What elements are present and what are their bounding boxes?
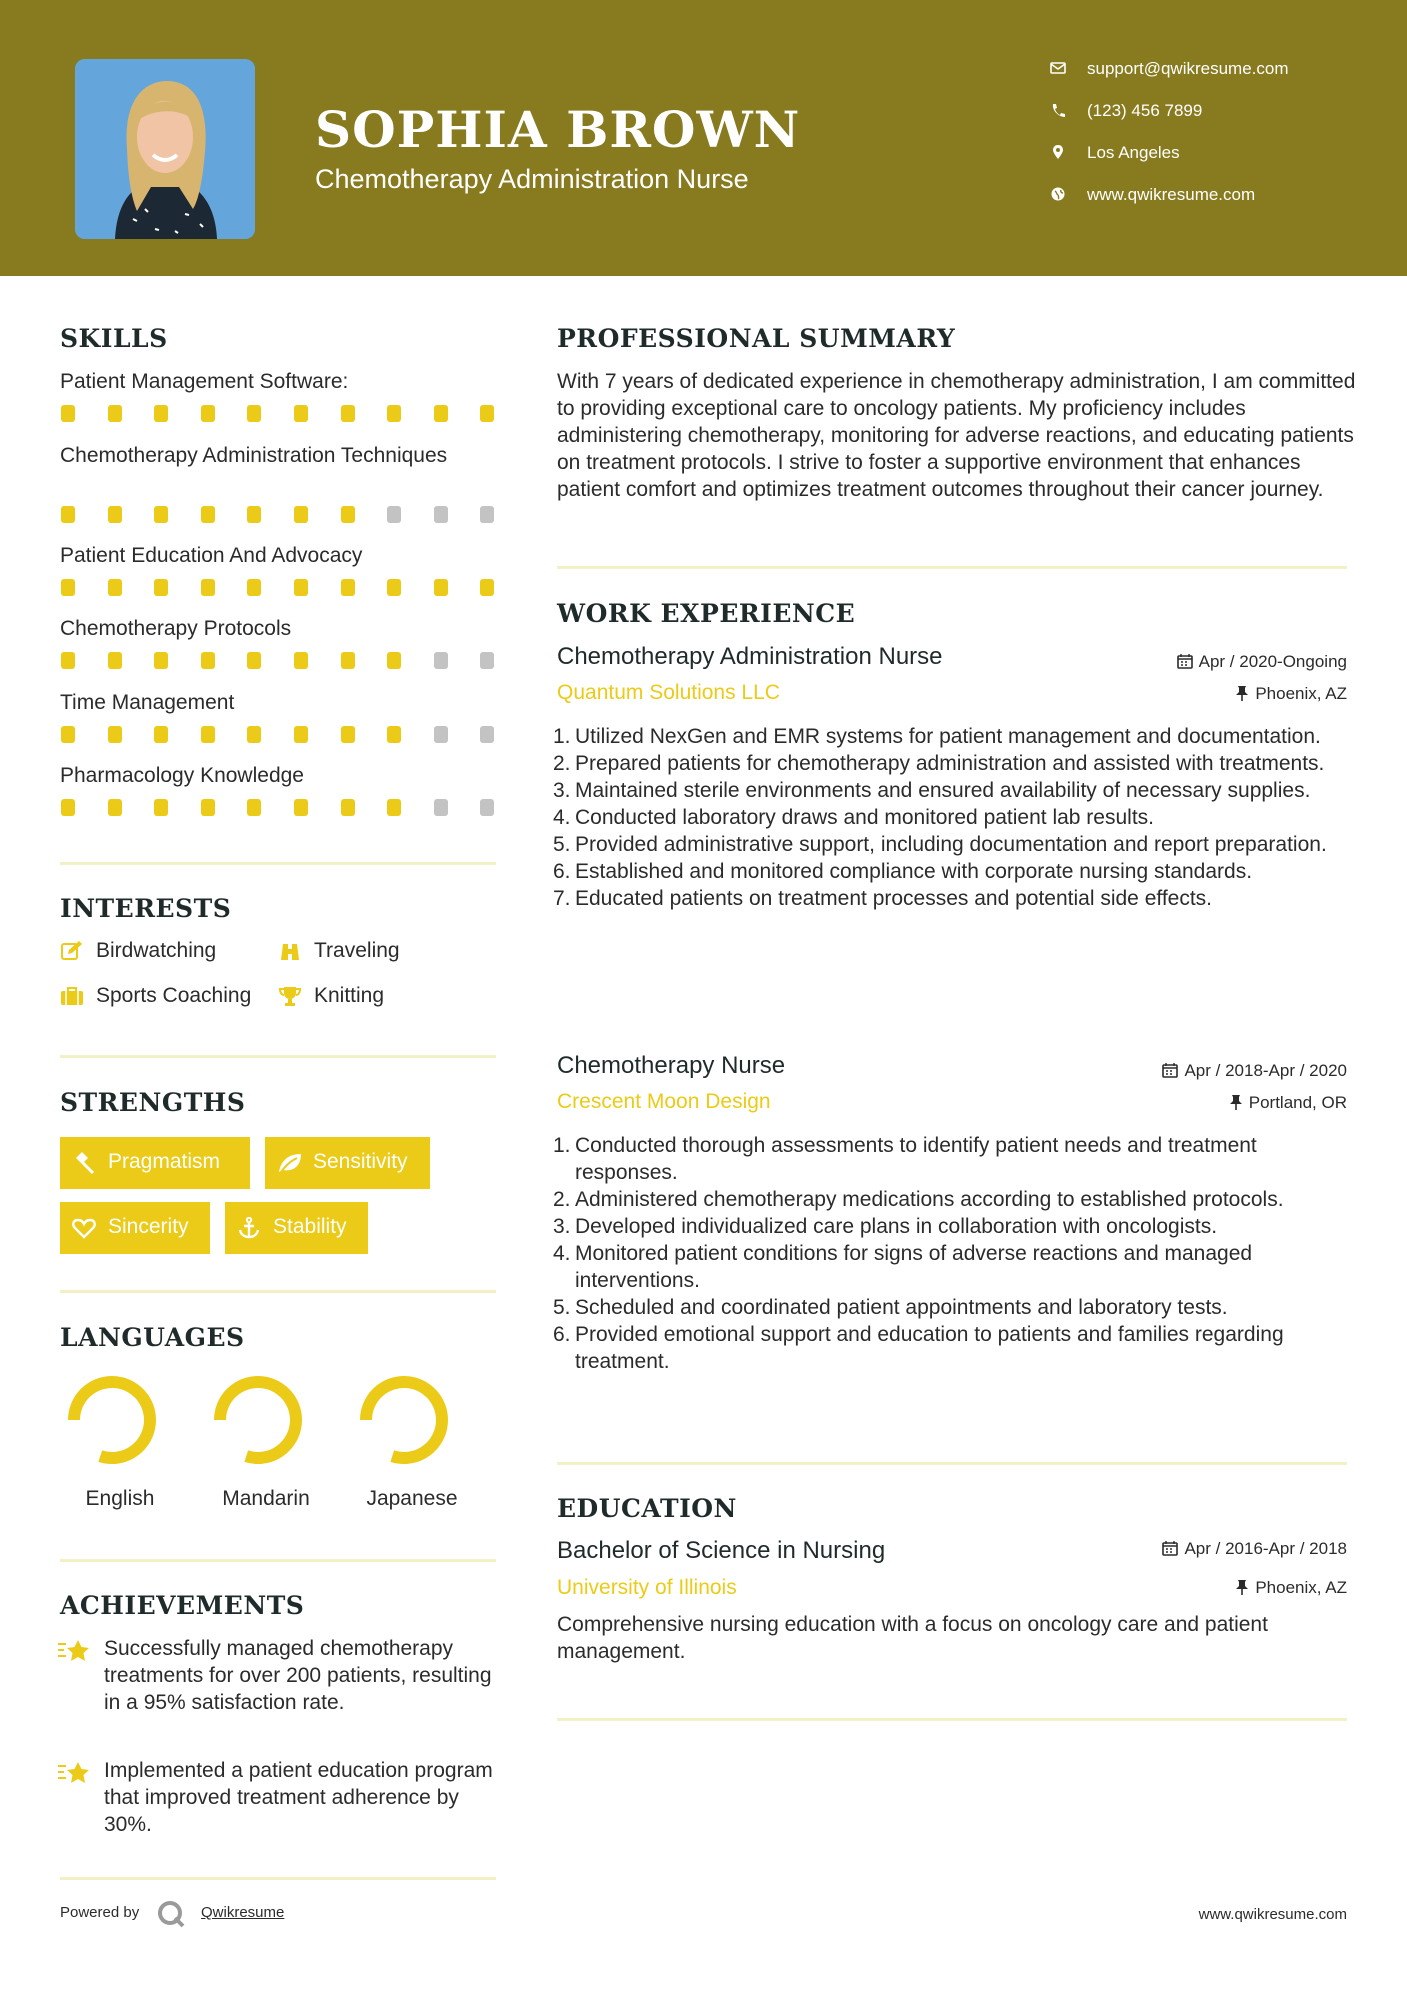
skill-dot-filled	[294, 799, 308, 816]
job-location	[1235, 684, 1347, 704]
interest-label: Knitting	[314, 984, 385, 1007]
job-bullet: 3. Developed individualized care plans in collaboration with oncologists.	[553, 1215, 1218, 1238]
skill-dot-filled	[247, 506, 261, 523]
skill-dot-filled	[108, 726, 122, 743]
contact-location-text: Los Angeles	[1087, 143, 1180, 162]
skill-dot-filled	[434, 579, 448, 596]
section-divider	[60, 1290, 496, 1293]
pushpin-icon	[1229, 1094, 1243, 1110]
qwikresume-logo-icon	[157, 1900, 187, 1928]
skill-dot-filled	[201, 799, 215, 816]
candidate-name: SOPHIA BROWN	[315, 100, 801, 159]
education-school: University of Illinois	[557, 1576, 737, 1599]
skill-dot-filled	[480, 405, 494, 422]
language-proficiency-ring	[358, 1374, 450, 1466]
heart-icon	[72, 1217, 96, 1239]
job-bullet: 6. Provided emotional support and education to patients and families regarding treatment.	[553, 1323, 1284, 1373]
skill-dot-filled	[341, 579, 355, 596]
resume-header	[0, 0, 1407, 276]
star-medal-icon	[58, 1638, 92, 1664]
pushpin-icon	[1235, 685, 1249, 701]
section-divider	[557, 566, 1347, 569]
skill-dot-filled	[61, 799, 75, 816]
skill-dot-filled	[201, 726, 215, 743]
skill-dot-filled	[61, 726, 75, 743]
contact-website-text: www.qwikresume.com	[1087, 185, 1256, 204]
skill-dot-filled	[108, 506, 122, 523]
job-bullets	[553, 723, 1357, 912]
summary-heading: PROFESSIONAL SUMMARY	[557, 324, 956, 353]
skill-dot-filled	[154, 726, 168, 743]
skill-dot-filled	[294, 652, 308, 669]
skill-dot-filled	[294, 405, 308, 422]
globe-icon	[1050, 185, 1066, 203]
interest-label: Birdwatching	[96, 939, 217, 962]
skill-dot-filled	[247, 726, 261, 743]
skill-dot-empty	[480, 506, 494, 523]
star-medal-icon	[58, 1760, 92, 1786]
job-bullet: 5. Provided administrative support, including documentation and report preparation.	[553, 833, 1327, 856]
skill-dot-empty	[480, 652, 494, 669]
languages-heading: LANGUAGES	[60, 1323, 245, 1352]
powered-by-label: Powered by	[60, 1904, 140, 1921]
interest-label: Sports Coaching	[96, 984, 252, 1007]
skill-dot-filled	[294, 506, 308, 523]
footer-url[interactable]: www.qwikresume.com	[1198, 1906, 1347, 1923]
skill-dot-filled	[387, 579, 401, 596]
leaf-icon	[277, 1152, 303, 1174]
education-dates-text: Apr / 2016-Apr / 2018	[1184, 1539, 1347, 1558]
job-bullets	[553, 1132, 1357, 1375]
job-bullet: 7. Educated patients on treatment processes and potential side effects.	[553, 887, 1213, 910]
interests-heading: INTERESTS	[60, 894, 232, 923]
job-dates-text: Apr / 2020-Ongoing	[1198, 652, 1347, 671]
skill-dot-filled	[201, 652, 215, 669]
profile-photo	[75, 59, 255, 239]
skill-label: Pharmacology Knowledge	[60, 764, 304, 787]
strength-badge	[225, 1202, 368, 1254]
gavel-icon	[72, 1152, 96, 1174]
skill-dot-filled	[387, 652, 401, 669]
strength-label: Sensitivity	[313, 1150, 408, 1173]
achievement-text: Successfully managed chemotherapy treatments for over 200 patients, resulting in a 95% satisfaction rate.	[104, 1637, 492, 1714]
job-role: Chemotherapy Nurse	[557, 1052, 786, 1079]
job-company: Quantum Solutions LLC	[557, 681, 780, 704]
job-bullet: 2. Administered chemotherapy medications according to established protocols.	[553, 1188, 1284, 1211]
skill-dot-empty	[434, 506, 448, 523]
job-dates	[1162, 1061, 1347, 1081]
job-location	[1229, 1093, 1347, 1113]
job-bullet: 1. Utilized NexGen and EMR systems for patient management and documentation.	[553, 725, 1321, 748]
experience-heading: WORK EXPERIENCE	[557, 599, 856, 628]
skill-dot-filled	[294, 579, 308, 596]
job-company: Crescent Moon Design	[557, 1090, 771, 1113]
education-degree: Bachelor of Science in Nursing	[557, 1537, 886, 1564]
education-dates	[1162, 1539, 1347, 1559]
skill-dot-empty	[480, 726, 494, 743]
skill-dot-empty	[480, 799, 494, 816]
skill-dot-filled	[247, 405, 261, 422]
education-location	[1235, 1578, 1347, 1598]
skill-dot-filled	[341, 799, 355, 816]
skill-dot-filled	[247, 652, 261, 669]
pencil-square-icon	[60, 940, 84, 962]
skill-label: Patient Management Software:	[60, 370, 349, 393]
skill-dot-filled	[108, 652, 122, 669]
calendar-icon	[1162, 1062, 1178, 1078]
skill-dot-filled	[387, 799, 401, 816]
envelope-icon	[1050, 59, 1066, 77]
section-divider	[557, 1462, 1347, 1465]
skill-dot-filled	[154, 652, 168, 669]
skill-dot-filled	[294, 726, 308, 743]
map-pin-icon	[1050, 143, 1066, 161]
pushpin-icon	[1235, 1579, 1249, 1595]
achievement-text: Implemented a patient education program that improved treatment adherence by 30%.	[104, 1759, 493, 1836]
candidate-title: Chemotherapy Administration Nurse	[315, 164, 749, 194]
section-divider	[60, 862, 496, 865]
contact-phone-text: (123) 456 7899	[1087, 101, 1203, 120]
skill-dot-filled	[108, 799, 122, 816]
summary-text: With 7 years of dedicated experience in chemotherapy administration, I am committed to providing exceptional care to oncology patients. My proficiency includes administering chemotherapy, monitoring for adverse reactions, and educating patients on treatment protocols. I strive to foster a supportive environment that enhances patient comfort and optimizes treatment outcomes throughout their cancer journey.	[557, 370, 1356, 501]
skill-dot-empty	[387, 506, 401, 523]
language-proficiency-ring	[212, 1374, 304, 1466]
strength-badge	[265, 1137, 430, 1189]
skills-heading: SKILLS	[60, 324, 168, 353]
skill-dot-filled	[341, 652, 355, 669]
skill-dot-filled	[387, 405, 401, 422]
job-bullet: 4. Monitored patient conditions for signs of adverse reactions and managed interventions.	[553, 1242, 1253, 1292]
skill-dot-filled	[341, 726, 355, 743]
skill-dot-filled	[61, 579, 75, 596]
skill-dot-filled	[154, 405, 168, 422]
contact-email-text: support@qwikresume.com	[1087, 59, 1289, 78]
skill-dot-filled	[247, 579, 261, 596]
skill-dot-filled	[341, 506, 355, 523]
brand-link[interactable]: Qwikresume	[201, 1904, 285, 1921]
job-dates-text: Apr / 2018-Apr / 2020	[1184, 1061, 1347, 1080]
skill-dot-filled	[154, 506, 168, 523]
skill-dot-filled	[61, 506, 75, 523]
skill-dot-filled	[61, 405, 75, 422]
skill-dot-filled	[341, 405, 355, 422]
language-label: Mandarin	[222, 1487, 310, 1510]
job-bullet: 4. Conducted laboratory draws and monitored patient lab results.	[553, 806, 1154, 829]
section-divider	[60, 1877, 496, 1880]
job-location-text: Phoenix, AZ	[1255, 684, 1347, 703]
skill-dot-filled	[480, 579, 494, 596]
language-label: Japanese	[366, 1487, 458, 1510]
achievements-heading: ACHIEVEMENTS	[60, 1591, 305, 1620]
skill-label: Patient Education And Advocacy	[60, 544, 363, 567]
skill-dot-filled	[247, 799, 261, 816]
skill-label: Chemotherapy Administration Techniques	[60, 444, 448, 467]
interest-label: Traveling	[314, 939, 400, 962]
skill-dot-empty	[434, 652, 448, 669]
skill-dot-empty	[434, 799, 448, 816]
skill-dot-filled	[201, 405, 215, 422]
job-bullet: 5. Scheduled and coordinated patient appointments and laboratory tests.	[553, 1296, 1228, 1319]
skill-dot-empty	[434, 726, 448, 743]
section-divider	[557, 1718, 1347, 1721]
language-proficiency-ring	[66, 1374, 158, 1466]
section-divider	[60, 1559, 496, 1562]
skill-label: Time Management	[60, 691, 235, 714]
job-bullet: 3. Maintained sterile environments and ensured availability of necessary supplies.	[553, 779, 1311, 802]
skill-label: Chemotherapy Protocols	[60, 617, 292, 640]
calendar-icon	[1177, 653, 1193, 669]
trophy-icon	[278, 985, 302, 1007]
calendar-icon	[1162, 1540, 1178, 1556]
phone-icon	[1050, 101, 1066, 119]
skill-dot-filled	[61, 652, 75, 669]
skill-dot-filled	[434, 405, 448, 422]
skill-dot-filled	[108, 405, 122, 422]
skill-dot-filled	[387, 726, 401, 743]
section-divider	[60, 1055, 496, 1058]
strength-label: Stability	[273, 1215, 347, 1238]
education-heading: EDUCATION	[557, 1494, 737, 1523]
job-bullet: 1. Conducted thorough assessments to identify patient needs and treatment responses.	[553, 1134, 1257, 1184]
strength-badge	[60, 1137, 250, 1189]
skill-dot-filled	[154, 579, 168, 596]
language-label: English	[85, 1487, 155, 1510]
education-description: Comprehensive nursing education with a focus on oncology care and patient management.	[557, 1613, 1268, 1663]
skill-dot-filled	[201, 579, 215, 596]
skill-dot-filled	[108, 579, 122, 596]
job-location-text: Portland, OR	[1248, 1093, 1347, 1112]
strength-label: Pragmatism	[108, 1150, 221, 1173]
strength-badge	[60, 1202, 210, 1254]
briefcase-icon	[60, 985, 84, 1007]
job-dates	[1177, 652, 1347, 672]
job-bullet: 2. Prepared patients for chemotherapy administration and assisted with treatments.	[553, 752, 1325, 775]
job-bullet: 6. Established and monitored compliance with corporate nursing standards.	[553, 860, 1253, 883]
education-location-text: Phoenix, AZ	[1255, 1578, 1347, 1597]
strengths-heading: STRENGTHS	[60, 1088, 246, 1117]
job-role: Chemotherapy Administration Nurse	[557, 643, 943, 670]
skill-dot-filled	[201, 506, 215, 523]
binoculars-icon	[278, 940, 302, 962]
skill-dot-filled	[154, 799, 168, 816]
strength-label: Sincerity	[108, 1215, 189, 1238]
anchor-icon	[237, 1217, 261, 1239]
